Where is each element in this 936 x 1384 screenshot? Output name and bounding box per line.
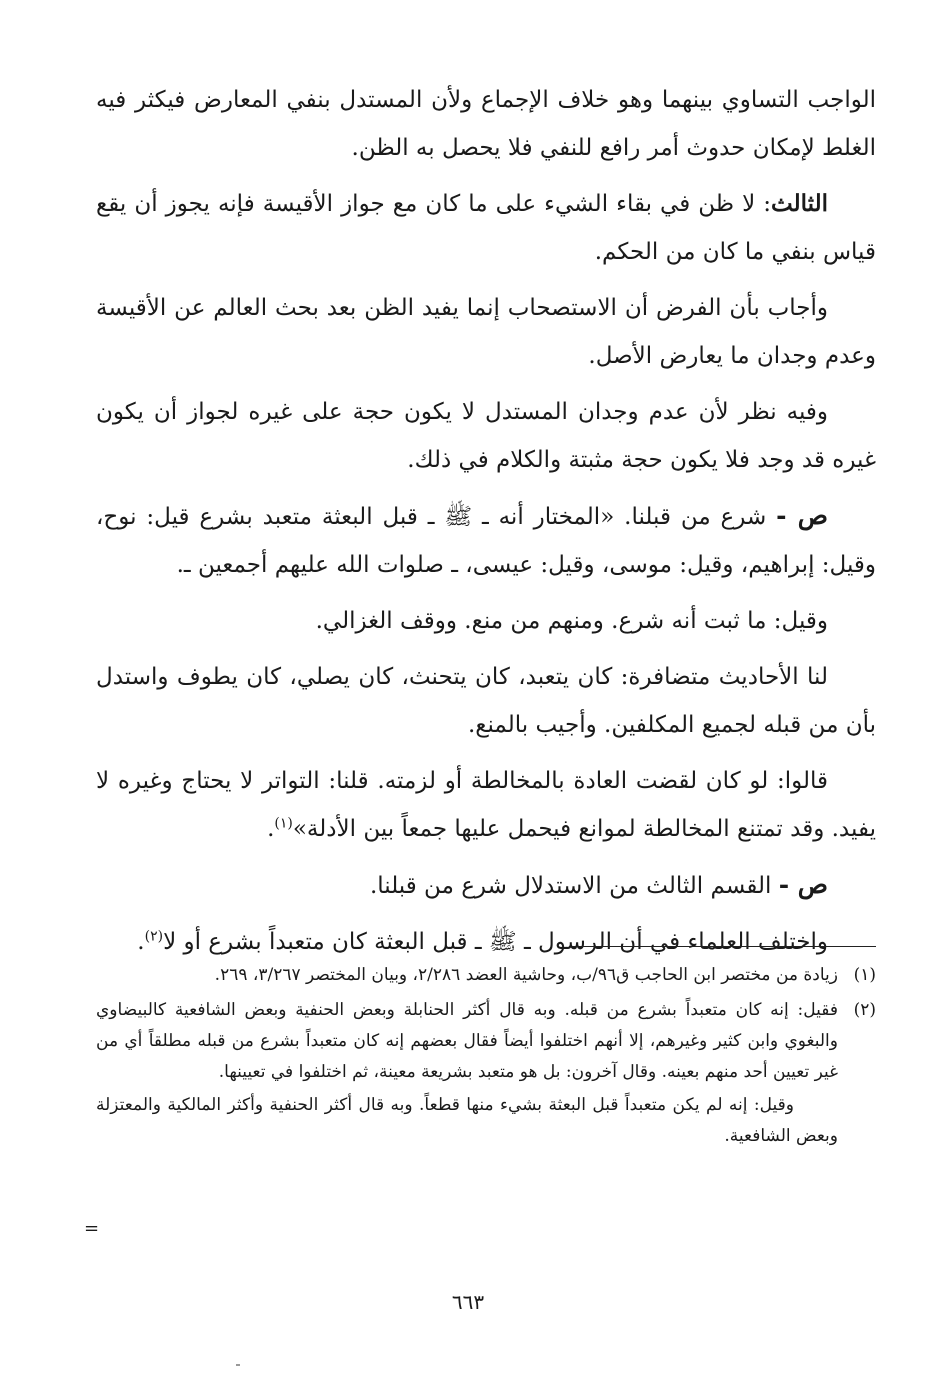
- paragraph-text: قالوا: لو كان لقضت العادة بالمخالطة أو لزمته. قلنا: التواتر لا يحتاج وغيره لا يفيد. وقد تمتنع المخالطة لموانع فيحمل عليها جمعاً بين الأدلة»: [96, 768, 876, 842]
- paragraph-7: [96, 653, 876, 749]
- footnote-number: (٢): [853, 1000, 876, 1020]
- footnote-divider: [572, 946, 876, 947]
- paragraph-9: [96, 861, 876, 910]
- paragraph-5: [96, 492, 876, 589]
- main-text: [96, 76, 876, 966]
- paragraph-6: [96, 597, 876, 645]
- paragraph-tail: .: [137, 929, 145, 955]
- paragraph-text: لنا الأحاديث متضافرة: كان يتعبد، كان يتحنث، كان يصلي، كان يطوف واستدل بأن من قبله لجميع المكلفين. وأجيب بالمنع.: [96, 664, 876, 738]
- paragraph-8: [96, 757, 876, 853]
- paragraph-text: وأجاب بأن الفرض أن الاستصحاب إنما يفيد الظن بعد بحث العالم عن الأقيسة وعدم وجدان ما يعارض الأصل.: [96, 295, 876, 369]
- scan-artifact: [236, 1364, 240, 1366]
- paragraph-text: وفيه نظر لأن عدم وجدان المستدل لا يكون حجة على غيره لجواز أن يكون غيره قد وجد فلا يكون حجة مثبتة والكلام في ذلك.: [96, 399, 876, 473]
- paragraph-lead: الثالث: [771, 190, 828, 217]
- footnote-text: زيادة من مختصر ابن الحاجب ق٩٦/ب، وحاشية العضد ٢/٢٨٦، وبيان المختصر ٣/٢٦٧، ٢٦٩.: [214, 965, 838, 985]
- footnote-ref-2[interactable]: (٢): [144, 928, 164, 945]
- paragraph-text: وقيل: ما ثبت أنه شرع. ومنهم من منع. ووقف الغزالي.: [315, 608, 828, 634]
- footnote-1: [96, 960, 876, 991]
- paragraph-1: [96, 76, 876, 172]
- footnotes: [96, 960, 876, 1152]
- footnote-2: [96, 995, 876, 1088]
- continuation-mark: =: [84, 1218, 100, 1239]
- paragraph-text: شرع من قبلنا. «المختار أنه ـ ﷺ ـ قبل البعثة متعبد بشرع قيل: نوح، وقيل: إبراهيم، وقيل: موسى، وقيل: عيسى، ـ صلوات الله عليهم أجمعين ـ.: [96, 504, 876, 578]
- paragraph-text: : لا ظن في بقاء الشيء على ما كان مع جواز الأقيسة فإنه يجوز أن يقع قياس بنفي ما كان من الحكم.: [96, 191, 876, 265]
- sad-marker: ص -: [776, 501, 828, 530]
- footnote-text: فقيل: إنه كان متعبداً بشرع من قبله. وبه قال أكثر الحنابلة وبعض الحنفية وبعض الشافعية كالبيضاوي والبغوي وابن كثير وغيرهم، إلا أنهم اختلفوا أيضاً فقال بعضهم إنه كان متعبداً بشرع من قبله مطلقاً أي من غير تعيين أحد منهم بعينه. وقال آخرون: بل هو متعبد بشريعة معينة، ثم اختلفوا في تعيينها.: [96, 1000, 838, 1082]
- paragraph-3: [96, 284, 876, 380]
- sad-marker: ص -: [778, 870, 828, 899]
- paragraph-tail: .: [267, 816, 275, 842]
- paragraph-text: واختلف العلماء في أن الرسول ـ ﷺ ـ قبل البعثة كان متعبداً بشرع أو لا: [163, 929, 828, 955]
- paragraph-text: الواجب التساوي بينهما وهو خلاف الإجماع ولأن المستدل بنفي المعارض فيكثر فيه الغلط لإمكان حدوث أمر رافع للنفي فلا يحصل به الظن.: [96, 87, 876, 161]
- footnote-ref-1[interactable]: (١): [274, 815, 293, 832]
- paragraph-10: [96, 918, 876, 966]
- paragraph-2: [96, 180, 876, 276]
- paragraph-text: القسم الثالث من الاستدلال شرع من قبلنا.: [369, 873, 779, 899]
- footnote-2-continuation: وقيل: إنه لم يكن متعبداً قبل البعثة بشيء منها قطعاً. وبه قال أكثر الحنفية وأكثر المالكية والمعتزلة وبعض الشافعية.: [96, 1095, 838, 1146]
- footnote-number: (١): [853, 965, 876, 985]
- page-number: ٦٦٣: [451, 1290, 485, 1314]
- paragraph-4: [96, 388, 876, 484]
